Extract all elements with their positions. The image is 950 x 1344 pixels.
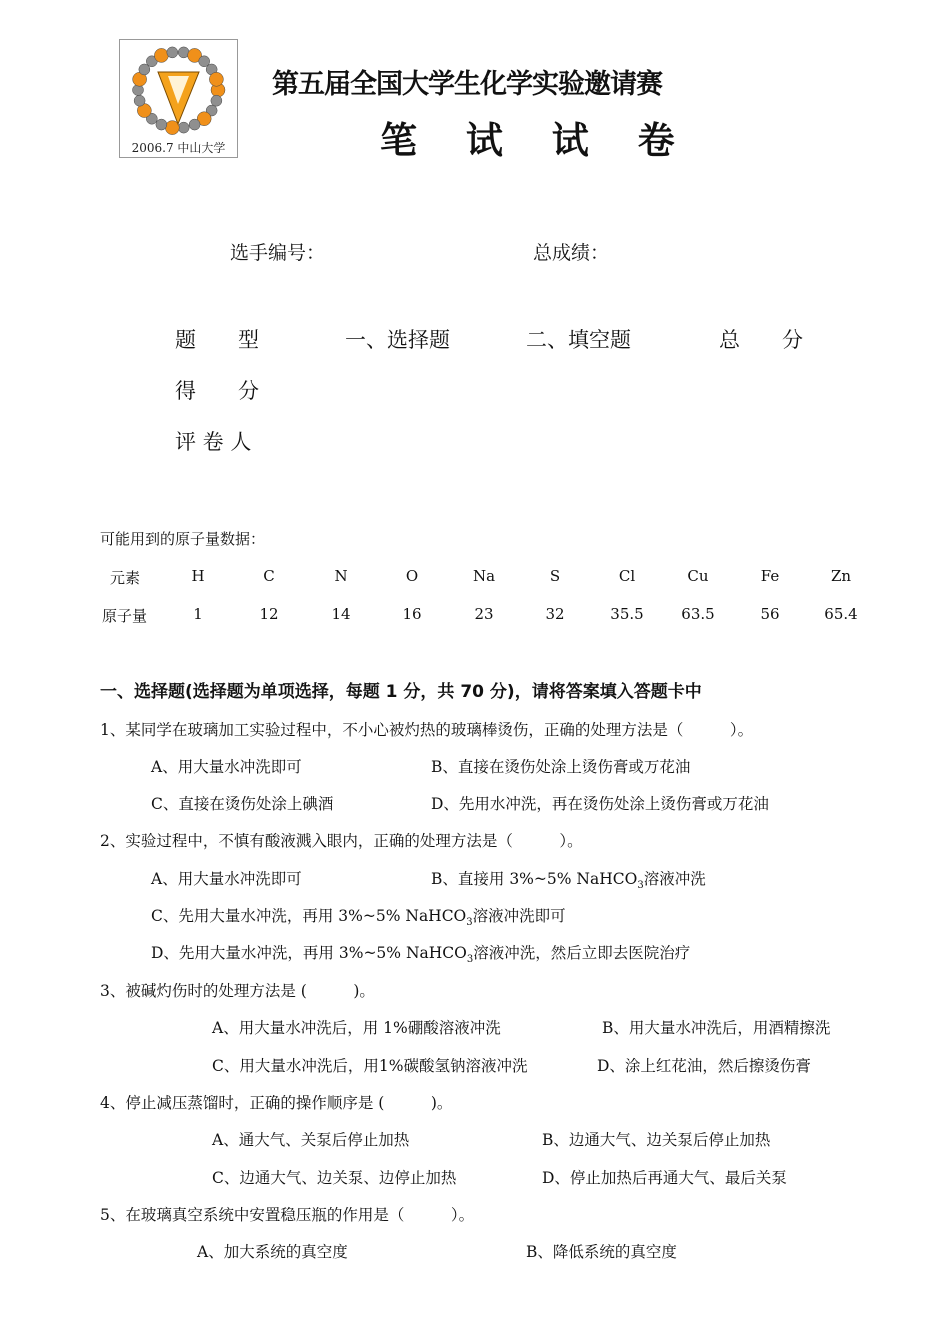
element-symbol: Cu — [687, 567, 709, 585]
question-2-stem: 2、实验过程中，不慎有酸液溅入眼内，正确的处理方法是（ ）。 — [100, 832, 583, 850]
question-3-option-c: C、用大量水冲洗后，用1%碳酸氢钠溶液冲洗 — [212, 1057, 528, 1075]
element-symbol: C — [263, 567, 275, 585]
element-symbol: Fe — [760, 567, 780, 585]
question-4-option-a: A、通大气、关泵后停止加热 — [212, 1131, 410, 1149]
question-3-stem: 3、被碱灼伤时的处理方法是 ( )。 — [100, 982, 375, 1000]
score-row-points: 得 分 — [175, 379, 259, 403]
score-row-grader: 评 卷 人 — [175, 430, 252, 454]
question-3-option-d: D、涂上红花油，然后擦烫伤膏 — [597, 1057, 811, 1075]
question-2-option-d: D、先用大量水冲洗，再用 3%~5% NaHCO$_3$溶液冲洗，然后立即去医院治疗 — [151, 944, 691, 965]
question-1-option-a: A、用大量水冲洗即可 — [151, 758, 302, 776]
element-symbol: Zn — [830, 567, 852, 585]
question-3-option-b: B、用大量水冲洗后，用酒精擦洗 — [602, 1019, 831, 1037]
atomic-mass-value: 65.4 — [824, 605, 858, 623]
element-symbol: Cl — [618, 567, 636, 585]
question-1-option-c: C、直接在烫伤处涂上碘酒 — [151, 795, 334, 813]
element-symbol: Na — [472, 567, 496, 585]
score-col-total: 总 分 — [719, 328, 803, 352]
atomic-mass-value: 63.5 — [681, 605, 715, 623]
element-symbol: H — [191, 567, 205, 585]
question-1-stem: 1、某同学在玻璃加工实验过程中，不小心被灼热的玻璃棒烫伤，正确的处理方法是（ ）。 — [100, 721, 754, 739]
contest-logo — [119, 39, 238, 158]
element-symbol: S — [549, 567, 561, 585]
element-symbol: N — [334, 567, 348, 585]
element-label: 元素 — [110, 569, 141, 587]
question-4-option-b: B、边通大气、边关泵后停止加热 — [542, 1131, 771, 1149]
atomic-mass-value: 32 — [545, 605, 565, 623]
atomic-mass-value: 35.5 — [610, 605, 644, 623]
atomic-mass-value: 16 — [402, 605, 422, 623]
atomic-mass-intro: 可能用到的原子量数据： — [100, 530, 266, 548]
atomic-mass-value: 12 — [259, 605, 279, 623]
question-2-option-c: C、先用大量水冲洗，再用 3%~5% NaHCO$_3$溶液冲洗即可 — [151, 907, 566, 928]
question-5-option-b: B、降低系统的真空度 — [526, 1243, 677, 1261]
question-1-option-d: D、先用水冲洗，再在烫伤处涂上烫伤膏或万花油 — [431, 795, 769, 813]
logo-caption: 2006.7 中山大学 — [131, 141, 226, 155]
molecule-ring-icon — [120, 40, 237, 140]
mass-label: 原子量 — [102, 607, 148, 625]
question-3-option-a: A、用大量水冲洗后，用 1%硼酸溶液冲洗 — [212, 1019, 501, 1037]
question-2-option-a: A、用大量水冲洗即可 — [151, 870, 302, 888]
question-4-option-d: D、停止加热后再通大气、最后关泵 — [542, 1169, 787, 1187]
score-col-choice: 一、选择题 — [345, 328, 450, 352]
question-5-option-a: A、加大系统的真空度 — [197, 1243, 348, 1261]
question-2-option-b: B、直接用 3%~5% NaHCO$_3$溶液冲洗 — [431, 870, 706, 891]
atomic-mass-value: 1 — [193, 605, 203, 623]
contest-title: 第五届全国大学生化学实验邀请赛 — [272, 69, 662, 100]
score-col-fill: 二、填空题 — [526, 328, 631, 352]
exam-title: 笔 试 试 卷 — [380, 119, 693, 162]
atomic-mass-value: 56 — [760, 605, 780, 623]
question-5-stem: 5、在玻璃真空系统中安置稳压瓶的作用是（ ）。 — [100, 1206, 475, 1224]
atomic-mass-value: 23 — [474, 605, 494, 623]
element-symbol: O — [405, 567, 419, 585]
section-heading: 一、选择题(选择题为单项选择，每题 1 分，共 70 分)，请将答案填入答题卡中 — [100, 682, 702, 702]
question-1-option-b: B、直接在烫伤处涂上烫伤膏或万花油 — [431, 758, 691, 776]
question-4-stem: 4、停止减压蒸馏时，正确的操作顺序是 ( )。 — [100, 1094, 453, 1112]
atomic-mass-value: 14 — [331, 605, 351, 623]
total-score-label: 总成绩： — [533, 242, 610, 264]
contestant-no-label: 选手编号： — [230, 242, 326, 264]
question-4-option-c: C、边通大气、边关泵、边停止加热 — [212, 1169, 457, 1187]
score-row-type: 题 型 — [175, 328, 259, 352]
